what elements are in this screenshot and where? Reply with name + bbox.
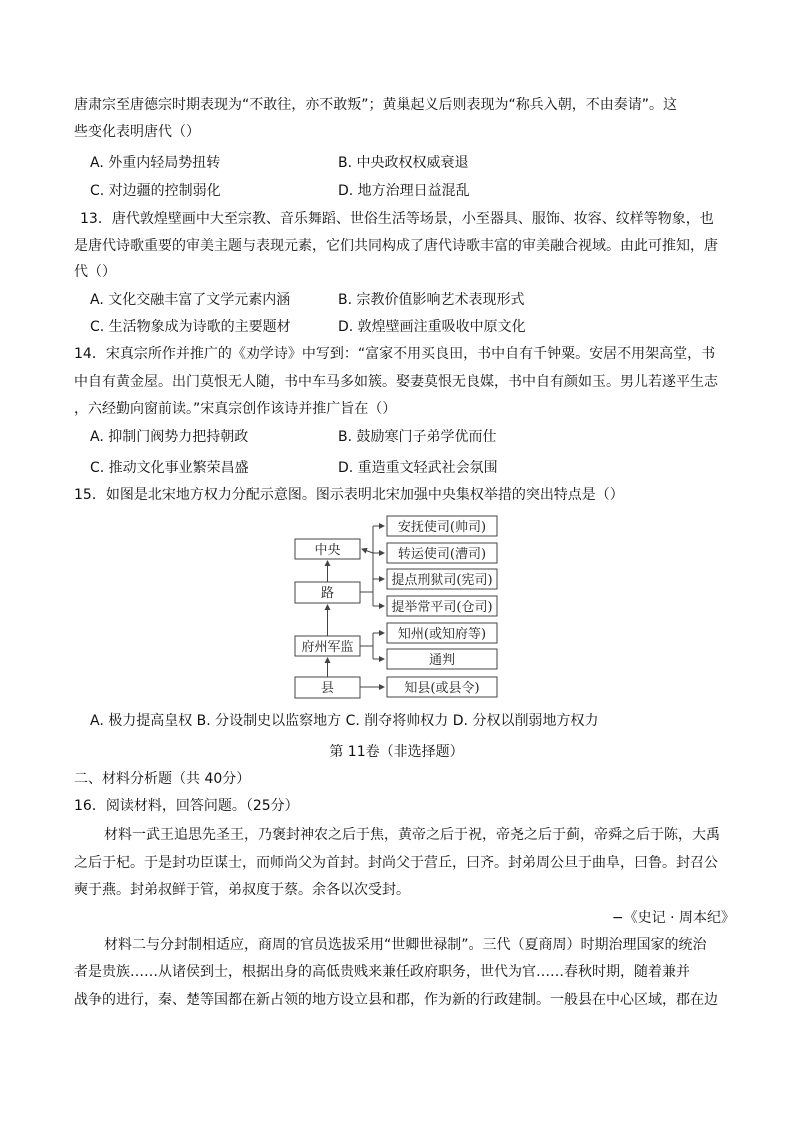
q14-option-b: B. 鼓励寒门子弟学优而仕 <box>338 429 497 445</box>
svg-text:安抚使司(帅司): 安抚使司(帅司) <box>397 520 487 535</box>
q16-title: 16．阅读材料，回答问题。（25分） <box>74 798 299 814</box>
material1-line-1: 材料一武王追思先圣王，乃褒封神农之后于焦，黄帝之后于祝，帝尧之后于蓟，帝舜之后于陈，大禹 <box>104 827 720 843</box>
road-official-3 <box>387 569 497 589</box>
road-official-4 <box>387 596 497 616</box>
svg-text:转运使司(漕司): 转运使司(漕司) <box>397 547 487 562</box>
q13-option-a: A. 文化交融丰富了文学元素内涵 <box>90 292 291 308</box>
q15-options: A. 极力提高皇权 B. 分设制史以监察地方 C. 削夺将帅权力 D. 分权以削弱地方权力 <box>90 713 599 729</box>
power-distribution-diagram <box>290 512 500 702</box>
material2-line-2: 者是贵族……从诸侯到士，根据出身的高低贵贱来兼任政府职务，世代为官……春秋时期，随着兼并 <box>74 964 690 980</box>
road-official-1 <box>387 516 497 536</box>
svg-text:提举常平司(仓司): 提举常平司(仓司) <box>391 600 493 615</box>
q12-option-c: C. 对边疆的控制弱化 <box>90 183 221 199</box>
county-official <box>387 677 497 697</box>
svg-text:提点刑狱司(宪司): 提点刑狱司(宪司) <box>391 573 493 588</box>
material2-line-1: 材料二与分封制相适应，商周的官员选拔采用“世卿世禄制”。三代（夏商周）时期治理国家的统治 <box>104 937 707 953</box>
q14-line-2: 中自有黄金屋。出门莫恨无人随，书中车马多如簇。娶妻莫恨无良媒，书中自有颜如玉。男儿若遂平生志 <box>74 374 718 390</box>
q13-option-d: D. 敦煌壁画注重吸收中原文化 <box>338 319 526 335</box>
material1-line-2: 之后于杞。于是封功臣谋士，而师尚父为首封。封尚父于营丘，曰齐。封弟周公旦于曲阜，曰鲁。封召公 <box>74 855 718 871</box>
prefecture-box <box>295 636 360 656</box>
q14-option-d: D. 重造重文轻武社会氛围 <box>338 460 498 476</box>
road-label: 路 <box>320 586 335 601</box>
q12-option-b: B. 中央政权权威衰退 <box>338 155 469 171</box>
q14-option-c: C. 推动文化事业繁荣昌盛 <box>90 460 249 476</box>
q14-line-3: ，六经勤向窗前读。”宋真宗创作该诗并推广旨在（） <box>74 401 397 417</box>
svg-text:知县(或县令): 知县(或县令) <box>404 681 480 696</box>
q12-option-d: D. 地方治理日益混乱 <box>338 183 470 199</box>
road-box <box>295 582 360 603</box>
road-official-2 <box>387 543 497 563</box>
q12-line-2: 些变化表明唐代（） <box>74 124 200 140</box>
material1-source: −《史记 · 周本纪》 <box>611 910 735 926</box>
svg-text:通判: 通判 <box>428 653 456 668</box>
q12-line-1: 唐肃宗至唐德宗时期表现为“不敢往，亦不敢叛”；黄巢起义后则表现为“称兵入朝，不由奏请”。这 <box>74 97 678 113</box>
part-title: 二、材料分析题（共 40分） <box>74 771 251 787</box>
q13-line-1: 13．唐代敦煌壁画中大至宗教、音乐舞蹈、世俗生活等场景，小至器具、服饰、妆容、纹样等物象，也 <box>80 211 714 227</box>
central-label: 中央 <box>314 543 341 558</box>
material2-line-3: 战争的进行，秦、楚等国都在新占领的地方设立县和郡，作为新的行政建制。一般县在中心区域，郡在边 <box>74 992 718 1008</box>
q15-line-1: 15．如图是北宋地方权力分配示意图。图示表明北宋加强中央集权举措的突出特点是（） <box>74 487 624 503</box>
q13-option-c: C. 生活物象成为诗歌的主要题材 <box>90 319 291 335</box>
prefecture-official-1 <box>387 623 497 643</box>
svg-text:知州(或知府等): 知州(或知府等) <box>397 627 487 642</box>
material1-line-3: 奭于燕。封弟叔鲜于管，弟叔度于蔡。余各以次受封。 <box>74 882 410 898</box>
county-box <box>295 677 360 698</box>
q12-option-a: A. 外重内轻局势扭转 <box>90 155 221 171</box>
q13-option-b: B. 宗教价值影响艺术表现形式 <box>338 292 525 308</box>
volume-title: 第 11卷（非选择题） <box>329 744 464 760</box>
prefecture-official-2 <box>387 649 497 669</box>
prefecture-label: 府州军监 <box>301 640 354 655</box>
county-label: 县 <box>320 681 335 696</box>
central-box <box>295 539 360 559</box>
q14-line-1: 14．宋真宗所作并推广的《劝学诗》中写到：“富家不用买良田，书中自有千钟粟。安居不用架高堂，书 <box>74 346 716 362</box>
q14-option-a: A. 抑制门阀势力把持朝政 <box>90 429 249 445</box>
q13-line-2: 是唐代诗歌重要的审美主题与表现元素，它们共同构成了唐代诗歌丰富的审美融合视域。由此可推知，唐 <box>74 238 718 254</box>
q13-line-3: 代（） <box>74 264 116 280</box>
